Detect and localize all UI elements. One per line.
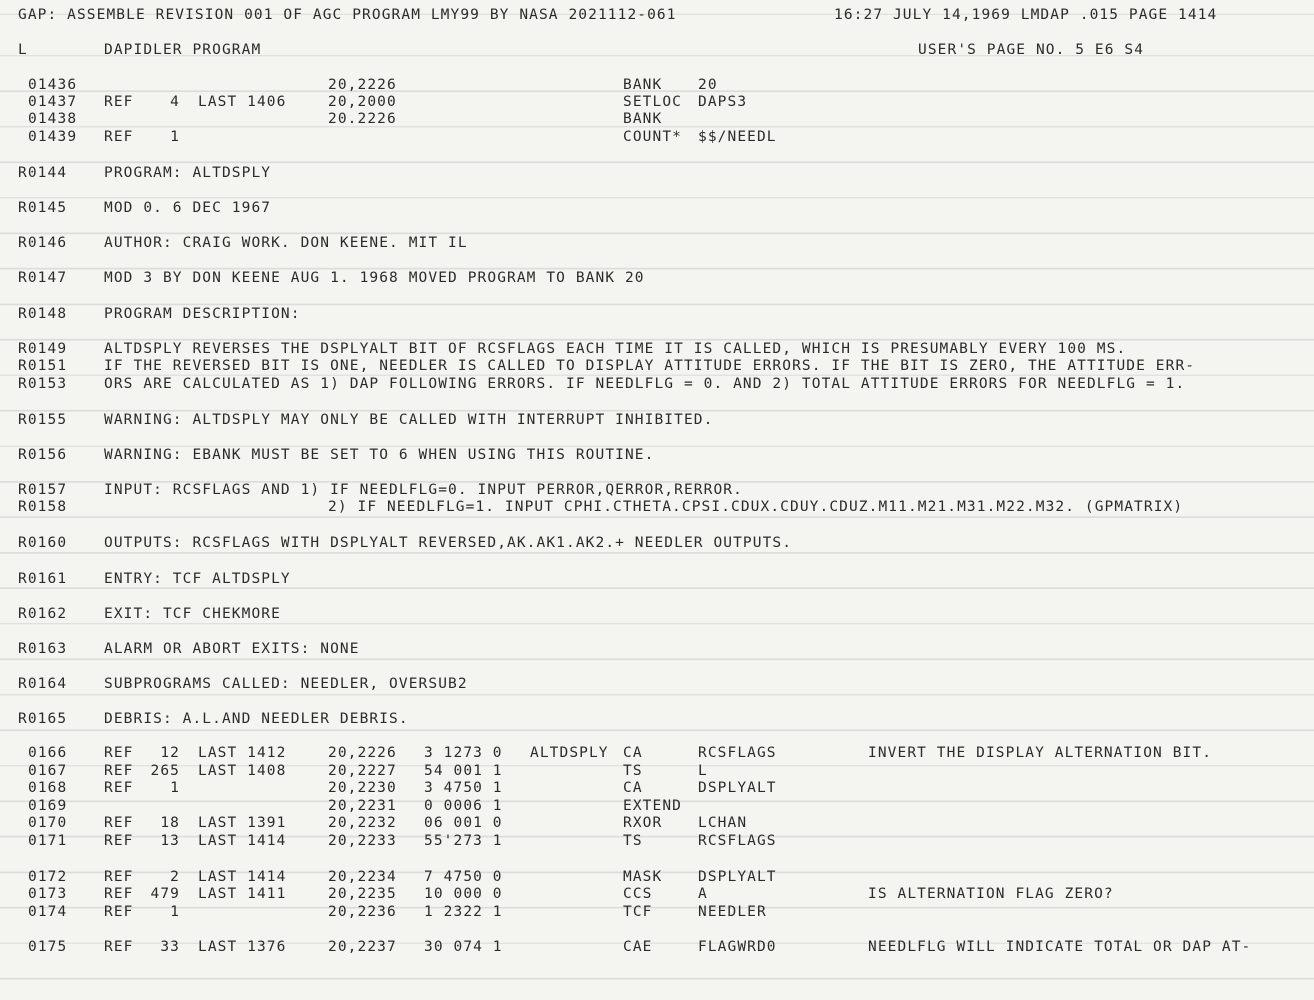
ref-count: 1	[170, 780, 180, 796]
comment-text: INPUT: RCSFLAGS AND 1) IF NEEDLFLG=0. INPUT PERROR,QERROR,RERROR.	[104, 482, 743, 498]
opcode: CCS	[623, 886, 653, 902]
octal-word: 10 000 0	[424, 886, 503, 902]
ref-count: 2	[170, 869, 180, 885]
comment-text: ORS ARE CALCULATED AS 1) DAP FOLLOWING ERRORS. IF NEEDLFLG = 0. AND 2) TOTAL ATTITUDE ERRORS FOR NEEDLFLG = 1.	[104, 376, 1186, 392]
opcode: MASK	[623, 869, 663, 885]
comment-line	[0, 640, 1314, 658]
octal-word: 3 1273 0	[424, 745, 503, 761]
ref: REF	[104, 763, 134, 779]
operand: LCHAN	[698, 815, 748, 831]
address: 20,2226	[328, 77, 397, 93]
comment-line	[0, 411, 1314, 429]
line-number: R0164	[18, 676, 68, 692]
ref: REF	[104, 129, 134, 145]
code-line	[0, 779, 1314, 797]
line-number: 0175	[28, 939, 68, 955]
opcode: TS	[623, 833, 643, 849]
comment-text: EXIT: TCF CHEKMORE	[104, 606, 281, 622]
comment-text: IF THE REVERSED BIT IS ONE, NEEDLER IS CALLED TO DISPLAY ATTITUDE ERRORS. IF THE BIT IS ZERO, THE ATTITUDE ERR-	[104, 358, 1196, 374]
code-line	[0, 832, 1314, 850]
line-number: 0169	[28, 798, 68, 814]
opcode: BANK	[623, 77, 663, 93]
line-number: 0174	[28, 904, 68, 920]
ref-count: 13	[160, 833, 180, 849]
program-title: DAPIDLER PROGRAM	[104, 42, 262, 58]
address: 20,2234	[328, 869, 397, 885]
comment-line	[0, 675, 1314, 693]
line-number: R0153	[18, 376, 68, 392]
line-number: R0163	[18, 641, 68, 657]
code-line	[0, 744, 1314, 762]
opcode: TCF	[623, 904, 653, 920]
opcode: BANK	[623, 111, 663, 127]
ref-count: 1	[170, 129, 180, 145]
line-number: R0162	[18, 606, 68, 622]
ref: REF	[104, 833, 134, 849]
code-line	[0, 797, 1314, 815]
comment-text: ENTRY: TCF ALTDSPLY	[104, 571, 291, 587]
line-number: R0160	[18, 535, 68, 551]
octal-word: 7 4750 0	[424, 869, 503, 885]
comment-text: SUBPROGRAMS CALLED: NEEDLER, OVERSUB2	[104, 676, 468, 692]
address: 20,2232	[328, 815, 397, 831]
code-line	[0, 110, 1314, 128]
octal-word: 1 2322 1	[424, 904, 503, 920]
address: 20.2226	[328, 111, 397, 127]
octal-word: 0 0006 1	[424, 798, 503, 814]
code-line	[0, 814, 1314, 832]
comment-line	[0, 357, 1314, 375]
comment-text: MOD 0. 6 DEC 1967	[104, 200, 272, 216]
line-number: R0151	[18, 358, 68, 374]
code-comment: IS ALTERNATION FLAG ZERO?	[868, 886, 1114, 902]
operand: RCSFLAGS	[698, 745, 777, 761]
line-number: 0166	[28, 745, 68, 761]
ref: REF	[104, 904, 134, 920]
opcode: RXOR	[623, 815, 663, 831]
line-number: R0146	[18, 235, 68, 251]
line-number: R0148	[18, 306, 68, 322]
opcode: CA	[623, 745, 643, 761]
comment-line	[0, 340, 1314, 358]
operand: L	[698, 763, 708, 779]
comment-line	[0, 534, 1314, 552]
comment-text: WARNING: ALTDSPLY MAY ONLY BE CALLED WITH INTERRUPT INHIBITED.	[104, 412, 714, 428]
comment-line	[0, 446, 1314, 464]
last-ref: LAST 1414	[198, 833, 287, 849]
last-ref: LAST 1406	[198, 94, 287, 110]
operand: $$/NEEDL	[698, 129, 777, 145]
users-page-no: USER'S PAGE NO. 5 E6 S4	[918, 42, 1145, 58]
line-number: R0149	[18, 341, 68, 357]
comment-line	[0, 605, 1314, 623]
date-page-info: 16:27 JULY 14,1969 LMDAP .015 PAGE 1414	[834, 7, 1218, 23]
address: 20,2227	[328, 763, 397, 779]
line-number: 01436	[28, 77, 78, 93]
ref-count: 33	[160, 939, 180, 955]
assembly-title: GAP: ASSEMBLE REVISION 001 OF AGC PROGRAM LMY99 BY NASA 2021112-061	[18, 7, 677, 23]
comment-text: DEBRIS: A.L.AND NEEDLER DEBRIS.	[104, 711, 409, 727]
comment-line	[0, 570, 1314, 588]
comment-line	[0, 269, 1314, 287]
address: 20,2237	[328, 939, 397, 955]
line-number: 0168	[28, 780, 68, 796]
last-ref: LAST 1408	[198, 763, 287, 779]
opcode: TS	[623, 763, 643, 779]
line-number: 01438	[28, 111, 78, 127]
comment-line	[0, 710, 1314, 728]
line-number: R0161	[18, 571, 68, 587]
address: 20,2235	[328, 886, 397, 902]
line-number: R0147	[18, 270, 68, 286]
line-number: R0157	[18, 482, 68, 498]
ref: REF	[104, 869, 134, 885]
operand: DSPLYALT	[698, 869, 777, 885]
ref-count: 4	[170, 94, 180, 110]
ref: REF	[104, 815, 134, 831]
ref-count: 265	[150, 763, 180, 779]
line-number: R0158	[18, 499, 68, 515]
comment-text: 2) IF NEEDLFLG=1. INPUT CPHI.CTHETA.CPSI.CDUX.CDUY.CDUZ.M11.M21.M31.M22.M32. (GPMATRIX)	[328, 499, 1184, 515]
comment-line	[0, 498, 1314, 516]
log-section-marker: L	[18, 42, 28, 58]
ref-count: 18	[160, 815, 180, 831]
line-number: 0167	[28, 763, 68, 779]
code-line	[0, 885, 1314, 903]
opcode: CA	[623, 780, 643, 796]
ref: REF	[104, 780, 134, 796]
code-line	[0, 762, 1314, 780]
comment-text: PROGRAM: ALTDSPLY	[104, 165, 272, 181]
code-comment: NEEDLFLG WILL INDICATE TOTAL OR DAP AT-	[868, 939, 1252, 955]
octal-word: 55'273 1	[424, 833, 503, 849]
opcode: COUNT*	[623, 129, 682, 145]
label: ALTDSPLY	[530, 745, 609, 761]
line-number: 0170	[28, 815, 68, 831]
line-number: R0155	[18, 412, 68, 428]
line-number: 01437	[28, 94, 78, 110]
ref-count: 479	[150, 886, 180, 902]
comment-text: OUTPUTS: RCSFLAGS WITH DSPLYALT REVERSED,AK.AK1.AK2.+ NEEDLER OUTPUTS.	[104, 535, 793, 551]
last-ref: LAST 1391	[198, 815, 287, 831]
operand: DSPLYALT	[698, 780, 777, 796]
line-number: R0144	[18, 165, 68, 181]
code-line	[0, 868, 1314, 886]
opcode: CAE	[623, 939, 653, 955]
address: 20,2226	[328, 745, 397, 761]
last-ref: LAST 1376	[198, 939, 287, 955]
code-line	[0, 903, 1314, 921]
line-number: 0172	[28, 869, 68, 885]
comment-text: AUTHOR: CRAIG WORK. DON KEENE. MIT IL	[104, 235, 468, 251]
octal-word: 06 001 0	[424, 815, 503, 831]
address: 20,2236	[328, 904, 397, 920]
line-number: R0165	[18, 711, 68, 727]
ref-count: 12	[160, 745, 180, 761]
last-ref: LAST 1412	[198, 745, 287, 761]
header-line-2	[0, 41, 1314, 59]
address: 20,2231	[328, 798, 397, 814]
line-number: R0156	[18, 447, 68, 463]
code-line	[0, 128, 1314, 146]
octal-word: 3 4750 1	[424, 780, 503, 796]
operand: A	[698, 886, 708, 902]
operand: FLAGWRD0	[698, 939, 777, 955]
comment-text: ALTDSPLY REVERSES THE DSPLYALT BIT OF RCSFLAGS EACH TIME IT IS CALLED, WHICH IS PRESUMABLY EVERY 100 MS.	[104, 341, 1127, 357]
line-number: R0145	[18, 200, 68, 216]
comment-line	[0, 164, 1314, 182]
comment-text: ALARM OR ABORT EXITS: NONE	[104, 641, 360, 657]
ref: REF	[104, 94, 134, 110]
address: 20,2230	[328, 780, 397, 796]
address: 20,2233	[328, 833, 397, 849]
operand: RCSFLAGS	[698, 833, 777, 849]
comment-text: MOD 3 BY DON KEENE AUG 1. 1968 MOVED PROGRAM TO BANK 20	[104, 270, 645, 286]
line-number: 01439	[28, 129, 78, 145]
last-ref: LAST 1414	[198, 869, 287, 885]
comment-line	[0, 375, 1314, 393]
octal-word: 30 074 1	[424, 939, 503, 955]
ref: REF	[104, 939, 134, 955]
header-line-1	[0, 6, 1314, 24]
address: 20,2000	[328, 94, 397, 110]
code-line	[0, 93, 1314, 111]
comment-line	[0, 199, 1314, 217]
comment-line	[0, 481, 1314, 499]
comment-text: PROGRAM DESCRIPTION:	[104, 306, 301, 322]
code-line	[0, 76, 1314, 94]
ref-count: 1	[170, 904, 180, 920]
opcode: SETLOC	[623, 94, 682, 110]
comment-line	[0, 305, 1314, 323]
code-line	[0, 938, 1314, 956]
line-number: 0173	[28, 886, 68, 902]
operand: 20	[698, 77, 718, 93]
octal-word: 54 001 1	[424, 763, 503, 779]
comment-text: WARNING: EBANK MUST BE SET TO 6 WHEN USING THIS ROUTINE.	[104, 447, 655, 463]
opcode: EXTEND	[623, 798, 682, 814]
operand: DAPS3	[698, 94, 748, 110]
line-number: 0171	[28, 833, 68, 849]
last-ref: LAST 1411	[198, 886, 287, 902]
ref: REF	[104, 886, 134, 902]
operand: NEEDLER	[698, 904, 767, 920]
code-comment: INVERT THE DISPLAY ALTERNATION BIT.	[868, 745, 1213, 761]
comment-line	[0, 234, 1314, 252]
ref: REF	[104, 745, 134, 761]
